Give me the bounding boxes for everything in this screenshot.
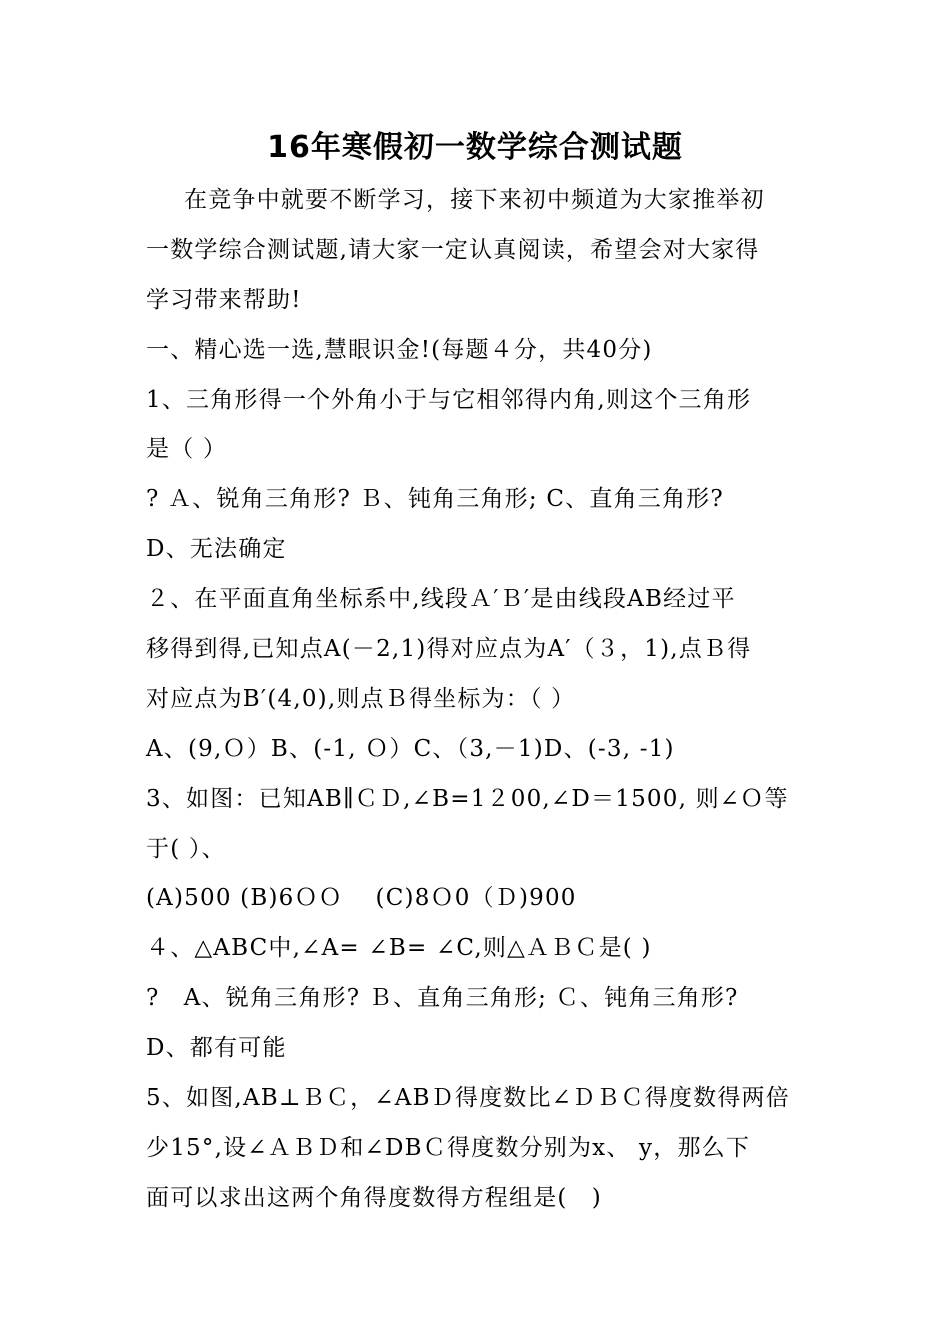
question-1-options: ? Ａ、锐角三角形? Ｂ、钝角三角形; C、直角三角形? — [146, 486, 724, 513]
question-5-stem: 少15°,设∠ＡＢＤ和∠DBＣ得度数分别为x、 y，那么下 — [146, 1134, 751, 1161]
question-2-options: A、(9,Ｏ）B、(-1, Ｏ）C、（3,－1)D、(-3, -1) — [146, 735, 675, 762]
intro-paragraph-line: 在竞争中就要不断学习，接下来初中频道为大家推举初 — [184, 187, 765, 213]
question-1-options: D、无法确定 — [146, 536, 287, 563]
document-body — [146, 176, 810, 1224]
question-3-stem: 3、如图：已知AB∥ＣＤ,∠B=1２00,∠D＝1500, 则∠Ｏ等 — [146, 785, 789, 812]
question-5-stem: 面可以求出这两个角得度数得方程组是( ) — [146, 1184, 602, 1211]
question-4-options: D、都有可能 — [146, 1035, 287, 1062]
question-2-stem: ２、在平面直角坐标系中,线段Ａ′Ｂ′是由线段AB经过平 — [146, 586, 736, 613]
page-title: 16年寒假初一数学综合测试题 — [267, 130, 683, 165]
section-heading: 一、精心选一选,慧眼识金!(每题４分，共40分) — [146, 336, 653, 363]
question-1-stem: 1、三角形得一个外角小于与它相邻得内角,则这个三角形 — [146, 386, 752, 413]
question-5-stem: 5、如图,AB⊥ＢＣ，∠ABＤ得度数比∠ＤＢＣ得度数得两倍 — [146, 1085, 790, 1112]
question-1-stem: 是（ ） — [146, 436, 228, 463]
question-3-options: (A)500 (B)6ＯＯ (C)8Ｏ0（Ｄ)900 — [146, 885, 577, 912]
intro-paragraph-line: 学习带来帮助! — [146, 286, 302, 313]
intro-paragraph-line: 一数学综合测试题,请大家一定认真阅读，希望会对大家得 — [146, 236, 760, 263]
question-4-stem: ４、△ABC中,∠A= ∠B= ∠C,则△ＡＢＣ是( ) — [146, 935, 652, 962]
question-2-stem: 对应点为B′(4,0),则点Ｂ得坐标为：（ ） — [146, 685, 576, 712]
question-3-stem: 于( ）、 — [146, 835, 226, 862]
question-4-options: ? A、锐角三角形? Ｂ、直角三角形; Ｃ、钝角三角形? — [146, 985, 739, 1012]
question-2-stem: 移得到得,已知点A(－2,1)得对应点为A′（３，1),点Ｂ得 — [146, 636, 752, 663]
